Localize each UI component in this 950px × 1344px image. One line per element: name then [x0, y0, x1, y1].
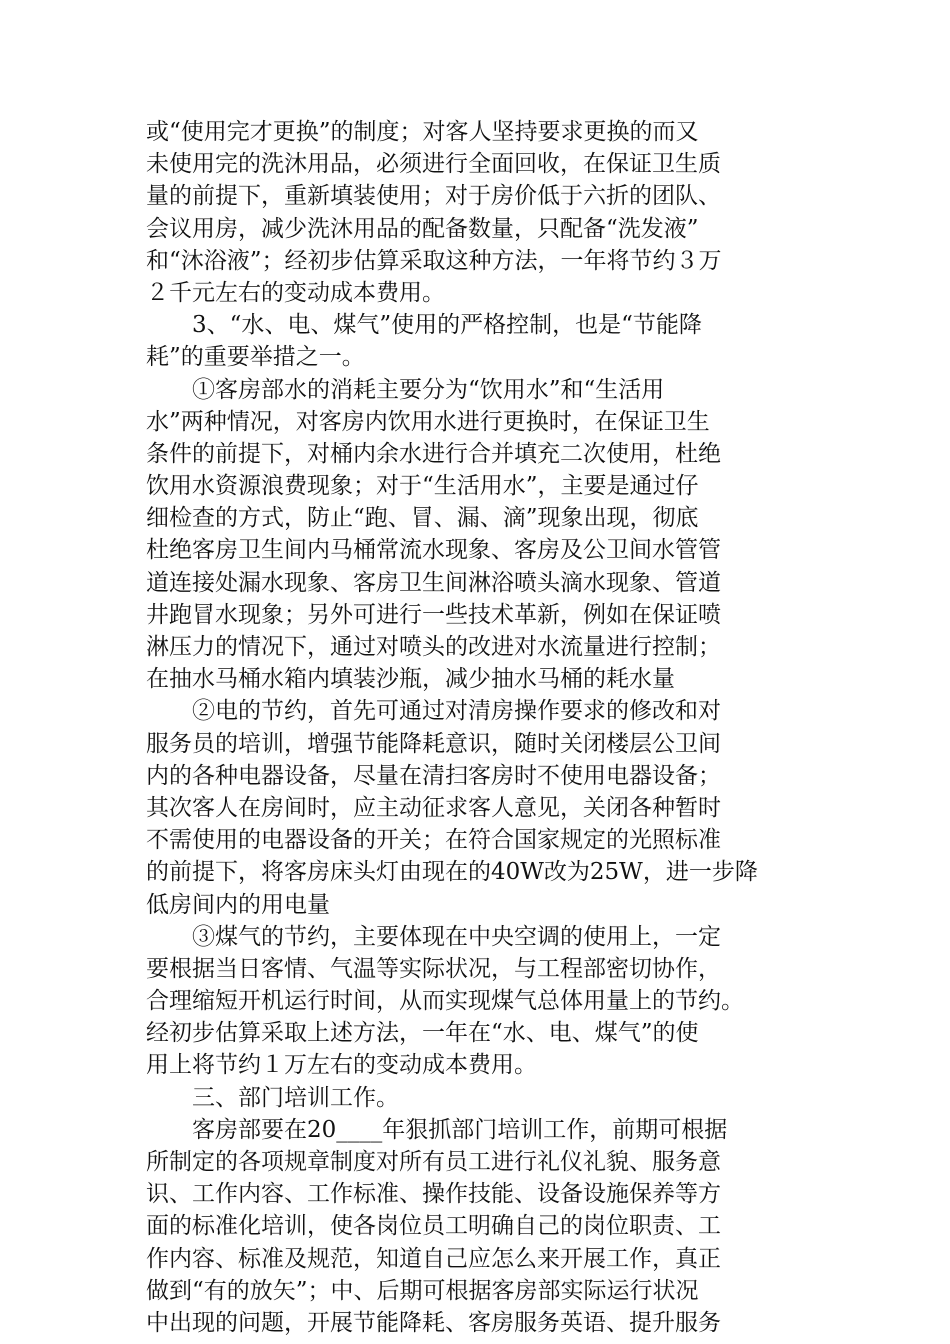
text-line: 服务员的培训，增强节能降耗意识，随时关闭楼层公卫间 — [146, 730, 721, 757]
text-line: 作内容、标准及规范，知道自己应怎么来开展工作，真正 — [146, 1245, 721, 1272]
text-line: ２千元左右的变动成本费用。 — [146, 279, 445, 306]
text-line: 3、“水、电、煤气”使用的严格控制，也是“节能降 — [146, 312, 702, 339]
text-line: ②电的节约，首先可通过对清房操作要求的修改和对 — [146, 698, 721, 725]
text-line: 在抽水马桶水箱内填装沙瓶，减少抽水马桶的耗水量 — [146, 666, 675, 693]
text-line: 杜绝客房卫生间内马桶常流水现象、客房及公卫间水管管 — [146, 537, 721, 564]
text-line: 和“沐浴液”；经初步估算采取这种方法，一年将节约３万 — [146, 247, 722, 274]
text-line: 低房间内的用电量 — [146, 891, 330, 918]
text-line: 所制定的各项规章制度对所有员工进行礼仪礼貌、服务意 — [146, 1149, 721, 1175]
text-line: 会议用房，减少洗沐用品的配备数量，只配备“洗发液” — [146, 215, 699, 242]
text-line: 或“使用完才更换”的制度；对客人坚持要求更换的而又 — [146, 119, 699, 145]
document-body — [146, 116, 806, 1339]
text-line: 不需使用的电器设备的开关；在符合国家规定的光照标准 — [146, 827, 721, 854]
text-line: 合理缩短开机运行时间，从而实现煤气总体用量上的节约。 — [146, 988, 744, 1015]
text-line: ③煤气的节约，主要体现在中央空调的使用上，一定 — [146, 923, 721, 950]
text-line: 其次客人在房间时，应主动征求客人意见，关闭各种暂时 — [146, 794, 721, 821]
text-line: ①客房部水的消耗主要分为“饮用水”和“生活用 — [146, 376, 665, 403]
text-line: 耗”的重要举措之一。 — [146, 344, 365, 371]
text-line: 水”两种情况，对客房内饮用水进行更换时，在保证卫生 — [146, 408, 710, 435]
text-line: 饮用水资源浪费现象；对于“生活用水”，主要是通过仔 — [146, 473, 699, 500]
text-line: 中出现的问题，开展节能降耗、客房服务英语、提升服务 — [146, 1309, 721, 1336]
text-line: 道连接处漏水现象、客房卫生间淋浴喷头滴水现象、管道 — [146, 569, 721, 596]
text-line: 淋压力的情况下，通过对喷头的改进对水流量进行控制； — [146, 634, 721, 660]
text-line: 用上将节约１万左右的变动成本费用。 — [146, 1052, 537, 1079]
text-line: 内的各种电器设备，尽量在清扫客房时不使用电器设备； — [146, 762, 721, 789]
text-line: 条件的前提下，对桶内余水进行合并填充二次使用，杜绝 — [146, 440, 721, 467]
text-line: 未使用完的洗沐用品，必须进行全面回收，在保证卫生质 — [146, 151, 721, 178]
text-line: 细检查的方式，防止“跑、冒、漏、滴”现象出现，彻底 — [146, 505, 699, 532]
text-line: 识、工作内容、工作标准、操作技能、设备设施保养等方 — [146, 1181, 721, 1208]
text-line: 要根据当日客情、气温等实际状况，与工程部密切协作， — [146, 955, 721, 982]
text-line: 井跑冒水现象；另外可进行一些技术革新，例如在保证喷 — [146, 601, 721, 628]
text-line: 做到“有的放矢”；中、后期可根据客房部实际运行状况 — [146, 1277, 699, 1304]
text-line: 三、部门培训工作。 — [146, 1084, 399, 1111]
text-line: 经初步估算采取上述方法，一年在“水、电、煤气”的使 — [146, 1020, 699, 1047]
text-line: 面的标准化培训，使各岗位员工明确自己的岗位职责、工 — [146, 1213, 721, 1240]
text-line: 量的前提下，重新填装使用；对于房价低于六折的团队、 — [146, 183, 721, 210]
text-line: 的前提下，将客房床头灯由现在的40W改为25W，进一步降 — [146, 859, 758, 886]
text-line: 客房部要在20____年狠抓部门培训工作，前期可根据 — [146, 1116, 728, 1143]
